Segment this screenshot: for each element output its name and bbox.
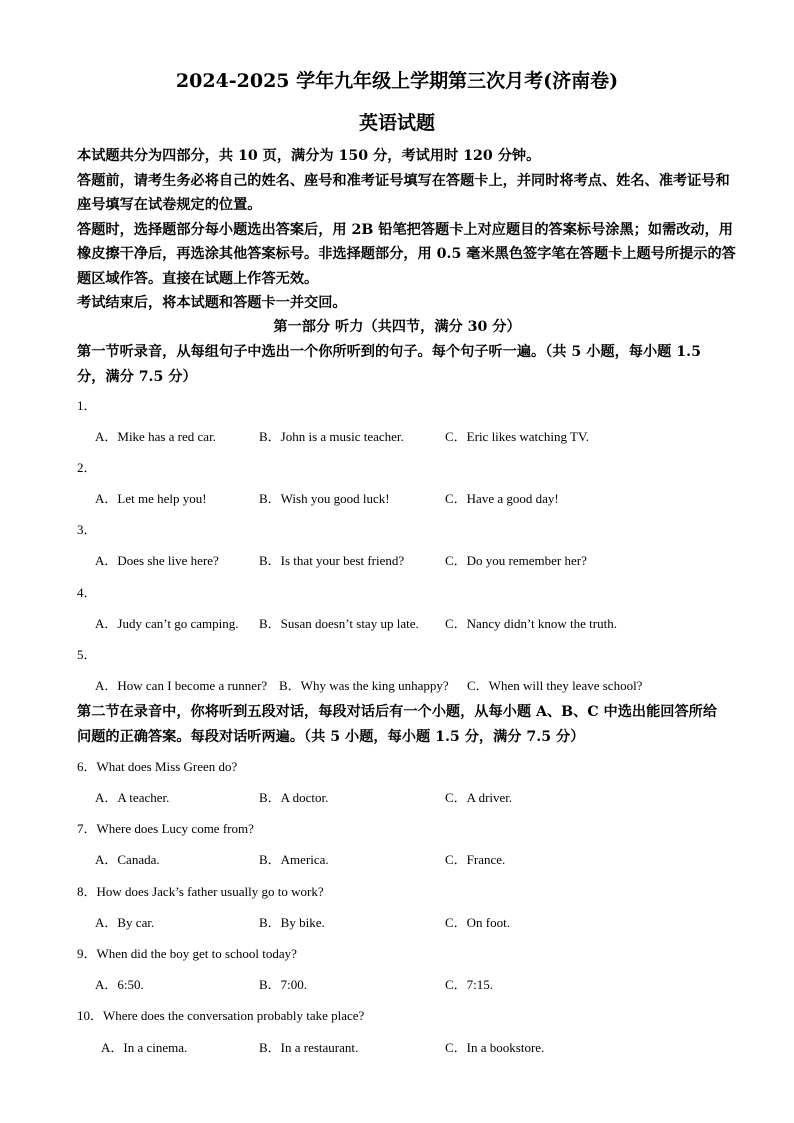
option-a: A．Let me help you! — [95, 491, 207, 506]
section-1-instructions: 第一节听录音，从每组句子中选出一个你所听到的句子。每个句子听一遍。（共 5 小题，每小题 1.5 分，满分 7.5 分） — [77, 344, 701, 385]
option-b: B．Is that your best friend? — [259, 553, 405, 568]
option-c: C．On foot. — [445, 915, 511, 930]
option-a: A．Does she live here? — [95, 553, 219, 568]
option-c: C．When will they leave school? — [467, 678, 643, 693]
instruction-line: 答题时，选择题部分每小题选出答案后，用 2B 铅笔把答题卡上对应题目的答案标号涂黑；如需改动，用橡皮擦干净后，再选涂其他答案标号。非选择题部分，用 0.5 毫米黑色签字笔在答题卡上题号所提示的答题区域作答。直接在试题上作答无效。 — [77, 221, 736, 287]
option-a: A．6:50. — [95, 977, 144, 992]
option-b: B．America. — [259, 852, 329, 867]
option-a: A．By car. — [95, 915, 155, 930]
instruction-line: 考试结束后，将本试题和答题卡一并交回。 — [77, 295, 347, 311]
option-c: C．7:15. — [445, 977, 494, 992]
option-c: C．Eric likes watching TV. — [445, 429, 589, 444]
question-number: 3． — [77, 522, 97, 537]
option-c: C．Do you remember her? — [445, 553, 587, 568]
option-b: B．Why was the king unhappy? — [279, 678, 449, 693]
option-b: B．By bike. — [259, 915, 325, 930]
option-a: A．In a cinema. — [101, 1040, 188, 1055]
section-2-instructions: 第二节在录音中，你将听到五段对话，每段对话后有一个小题，从每小题 A、B、C 中选出能回答所给问题的正确答案。每段对话听两遍。（共 5 小题，每小题 1.5 分，满分 7.5 分） — [77, 704, 718, 745]
question-text: 7．Where does Lucy come from? — [77, 821, 254, 836]
option-c: C．Have a good day! — [445, 491, 559, 506]
option-b: B．Wish you good luck! — [259, 491, 390, 506]
option-c: C．France. — [445, 852, 506, 867]
option-b: B．7:00. — [259, 977, 308, 992]
exam-instructions — [77, 144, 737, 316]
part-heading: 第一部分 听力（共四节，满分 30 分） — [273, 319, 521, 335]
question-text: 10．Where does the conversation probably take place? — [77, 1008, 365, 1023]
option-a: A．Mike has a red car. — [95, 429, 216, 444]
question-number: 2． — [77, 460, 97, 475]
question-number: 1． — [77, 398, 97, 413]
option-c: C．Nancy didn’t know the truth. — [445, 616, 617, 631]
option-b: B．Susan doesn’t stay up late. — [259, 616, 419, 631]
option-a: A．How can I become a runner? — [95, 678, 268, 693]
option-b: B．A doctor. — [259, 790, 329, 805]
option-c: C．In a bookstore. — [445, 1040, 545, 1055]
question-number: 5． — [77, 647, 97, 662]
option-a: A．A teacher. — [95, 790, 170, 805]
option-b: B．John is a music teacher. — [259, 429, 404, 444]
question-number: 4． — [77, 585, 97, 600]
option-c: C．A driver. — [445, 790, 513, 805]
question-text: 9．When did the boy get to school today? — [77, 946, 297, 961]
instruction-line: 本试题共分为四部分，共 10 页，满分为 150 分，考试用时 120 分钟。 — [77, 148, 541, 164]
question-text: 8．How does Jack’s father usually go to work? — [77, 884, 324, 899]
option-a: A．Judy can’t go camping. — [95, 616, 239, 631]
exam-title: 2024-2025 学年九年级上学期第三次月考(济南卷) — [175, 70, 619, 92]
option-b: B．In a restaurant. — [259, 1040, 359, 1055]
question-text: 6．What does Miss Green do? — [77, 759, 238, 774]
option-a: A．Canada. — [95, 852, 160, 867]
exam-subtitle: 英语试题 — [358, 112, 435, 134]
instruction-line: 答题前，请考生务必将自己的姓名、座号和准考证号填写在答题卡上，并同时将考点、姓名、准考证号和座号填写在试卷规定的位置。 — [77, 172, 730, 213]
